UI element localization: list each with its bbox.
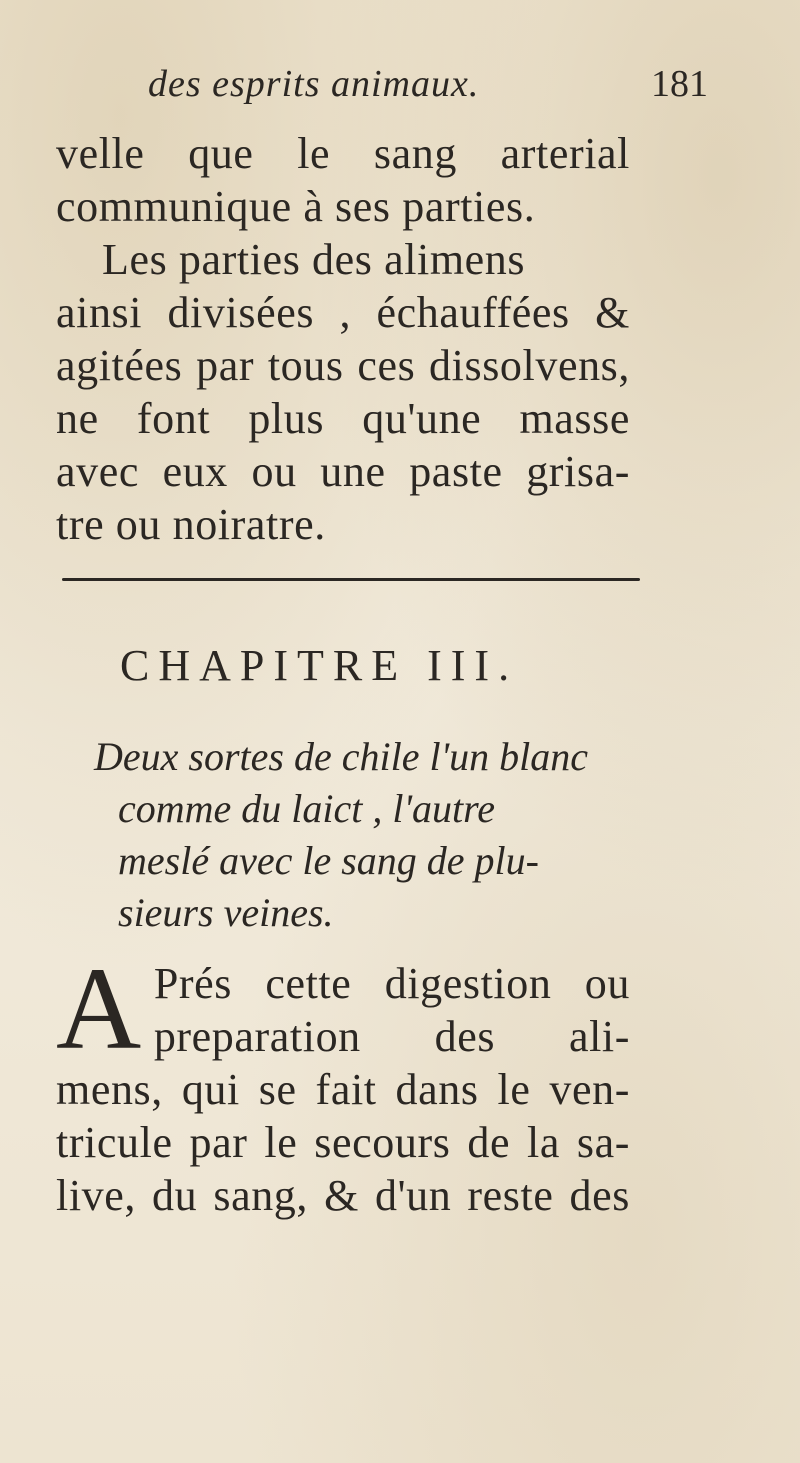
subtitle-line: meslé avec le sang de plu-: [118, 838, 539, 883]
text-line: velle que le sang arterial: [56, 129, 630, 178]
paragraph-alimens: [56, 233, 630, 286]
drop-cap: A: [56, 943, 142, 1074]
subtitle-line: comme du laict , l'autre: [118, 786, 495, 831]
paragraph-alimens-rest: [56, 286, 630, 551]
text-line: tricule par le secours de la sa-: [56, 1118, 630, 1167]
subtitle-line: Deux sortes de chile l'un blanc: [94, 734, 588, 779]
paragraph-digestion: [56, 943, 630, 1222]
text-line: mens, qui se fait dans le ven-: [56, 1065, 630, 1114]
text-line: avec eux ou une paste grisa-: [56, 447, 630, 496]
running-head: des esprits animaux.: [148, 63, 480, 105]
text-line: communique à ses parties.: [56, 182, 536, 231]
text-line: Les parties des alimens: [102, 235, 526, 284]
text-line: tre ou noiratre.: [56, 500, 326, 549]
text-line: live, du sang, & d'un reste des: [56, 1171, 630, 1220]
page-header: [148, 62, 708, 112]
paragraph-continuation: [56, 127, 630, 233]
chapter-title: CHAPITRE III.: [120, 641, 519, 690]
text-line: Prés cette digestion ou: [153, 959, 630, 1008]
chapter-divider-rule: [62, 578, 640, 581]
subtitle-line: sieurs veines.: [118, 890, 334, 935]
text-line: preparation des ali-: [153, 1012, 630, 1061]
text-line: agitées par tous ces dissolvens,: [56, 341, 630, 390]
text-line: ainsi divisées , échauffées &: [56, 288, 630, 337]
chapter-subtitle: [94, 731, 630, 939]
text-line: ne font plus qu'une masse: [56, 394, 630, 443]
page-number: 181: [651, 63, 708, 105]
